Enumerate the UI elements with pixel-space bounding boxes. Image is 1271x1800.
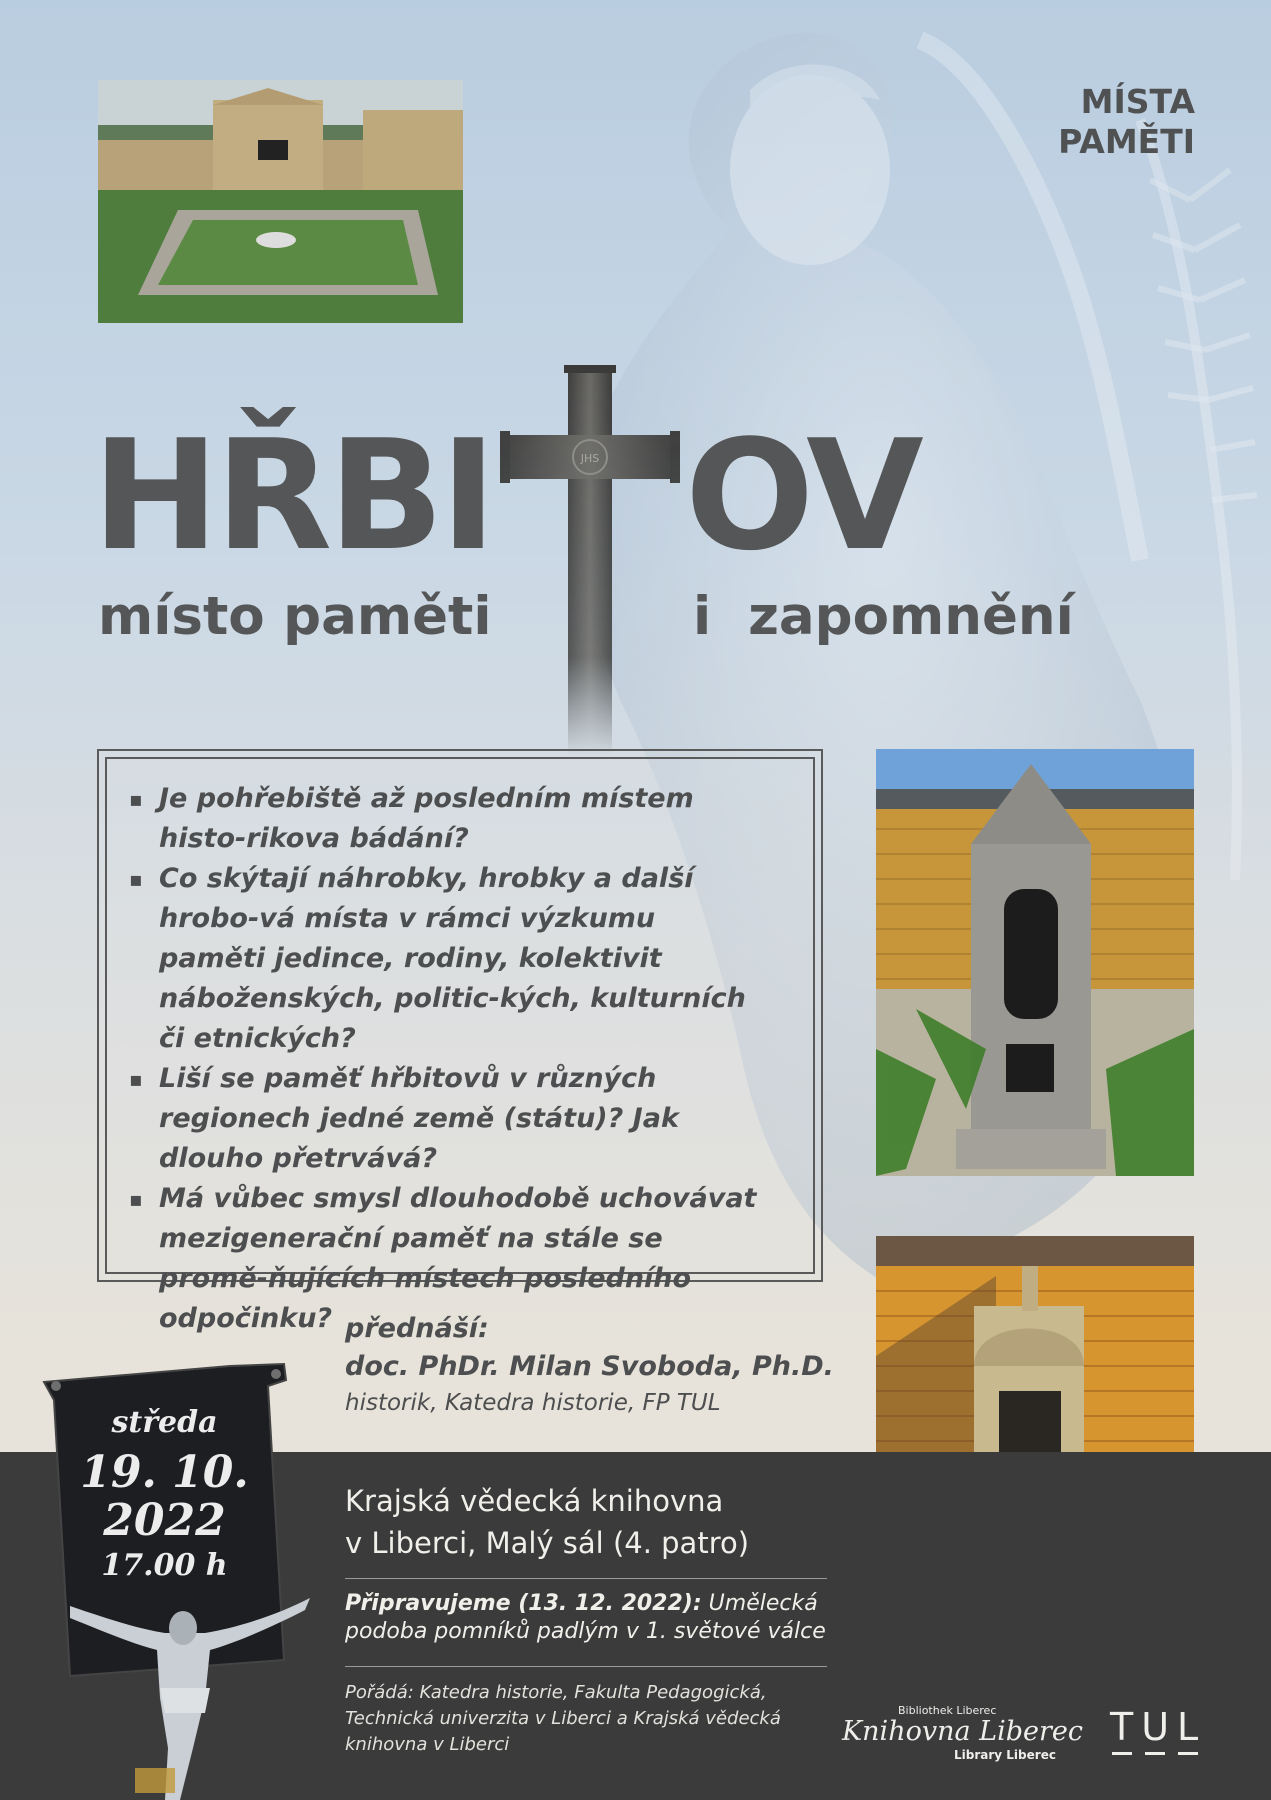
question-item: ▪ Má vůbec smysl dlouhodobě uchovávat mezigenerační paměť na stále se promě-ňujících místech posledního odpočinku? xyxy=(129,1179,769,1339)
venue-line-2: v Liberci, Malý sál (4. patro) xyxy=(345,1526,750,1560)
subtitle-left: místo paměti xyxy=(98,586,492,647)
crucifix-figure xyxy=(65,1588,315,1800)
divider-1 xyxy=(345,1578,827,1579)
cemetery-wall-photo xyxy=(98,80,463,323)
upcoming-text: Umělecká podoba pomníků padlým v 1. světové válce xyxy=(345,1591,826,1644)
knihovna-logo-top: Bibliothek Liberec xyxy=(898,1704,997,1717)
knihovna-logo-bottom: Library Liberec xyxy=(954,1748,1056,1762)
lecturer-block xyxy=(345,1310,834,1420)
upcoming-label: Připravujeme (13. 12. 2022): xyxy=(345,1591,702,1616)
question-item: ▪ Co skýtají náhrobky, hrobky a další hrobo-vá místa v rámci výzkumu paměti jedince, rodiny, kolektivit náboženských, politic-kých, kulturních či etnických? xyxy=(129,859,769,1059)
cross-inscription: JHS xyxy=(580,452,600,465)
series-label xyxy=(1058,82,1195,162)
knihovna-logo-main: Knihovna Liberec xyxy=(842,1716,1083,1747)
tombstone-photo-1 xyxy=(876,749,1194,1176)
tul-logo: TUL xyxy=(1110,1705,1207,1749)
lecturer-affiliation: historik, Katedra historie, FP TUL xyxy=(345,1390,721,1416)
organizer-text: Pořádá: Katedra historie, Fakulta Pedagogická, Technická univerzita v Liberci a Krajská vědecká knihovna v Liberci xyxy=(345,1682,781,1755)
cross-image xyxy=(500,365,680,755)
knihovna-liberec-logo xyxy=(842,1704,1082,1764)
event-day: středa xyxy=(111,1405,218,1440)
question-item: ▪ Liší se paměť hřbitovů v různých regionech jedné země (státu)? Jak dlouho přetrvává? xyxy=(129,1059,769,1179)
lecturer-name: doc. PhDr. Milan Svoboda, Ph.D. xyxy=(345,1351,834,1382)
title-part-2: OV xyxy=(685,407,920,584)
questions-list xyxy=(129,779,769,1339)
upcoming-event xyxy=(345,1590,835,1646)
question-item: ▪ Je pohřebiště až posledním místem histo-rikova bádání? xyxy=(129,779,769,859)
event-time: 17.00 h xyxy=(101,1548,228,1583)
lecturer-label: přednáší: xyxy=(345,1313,489,1344)
tul-logo-underline xyxy=(1112,1752,1198,1755)
event-year: 2022 xyxy=(103,1495,226,1546)
venue-block xyxy=(345,1480,749,1564)
event-date: 19. 10. xyxy=(80,1447,249,1498)
series-line-1: MÍSTA xyxy=(1080,82,1195,121)
title-part-1: HŘBI xyxy=(92,407,493,584)
venue-line-1: Krajská vědecká knihovna xyxy=(345,1484,724,1518)
series-line-2: PAMĚTI xyxy=(1058,122,1195,161)
subtitle-right: i zapomnění xyxy=(693,586,1074,647)
divider-2 xyxy=(345,1666,827,1667)
